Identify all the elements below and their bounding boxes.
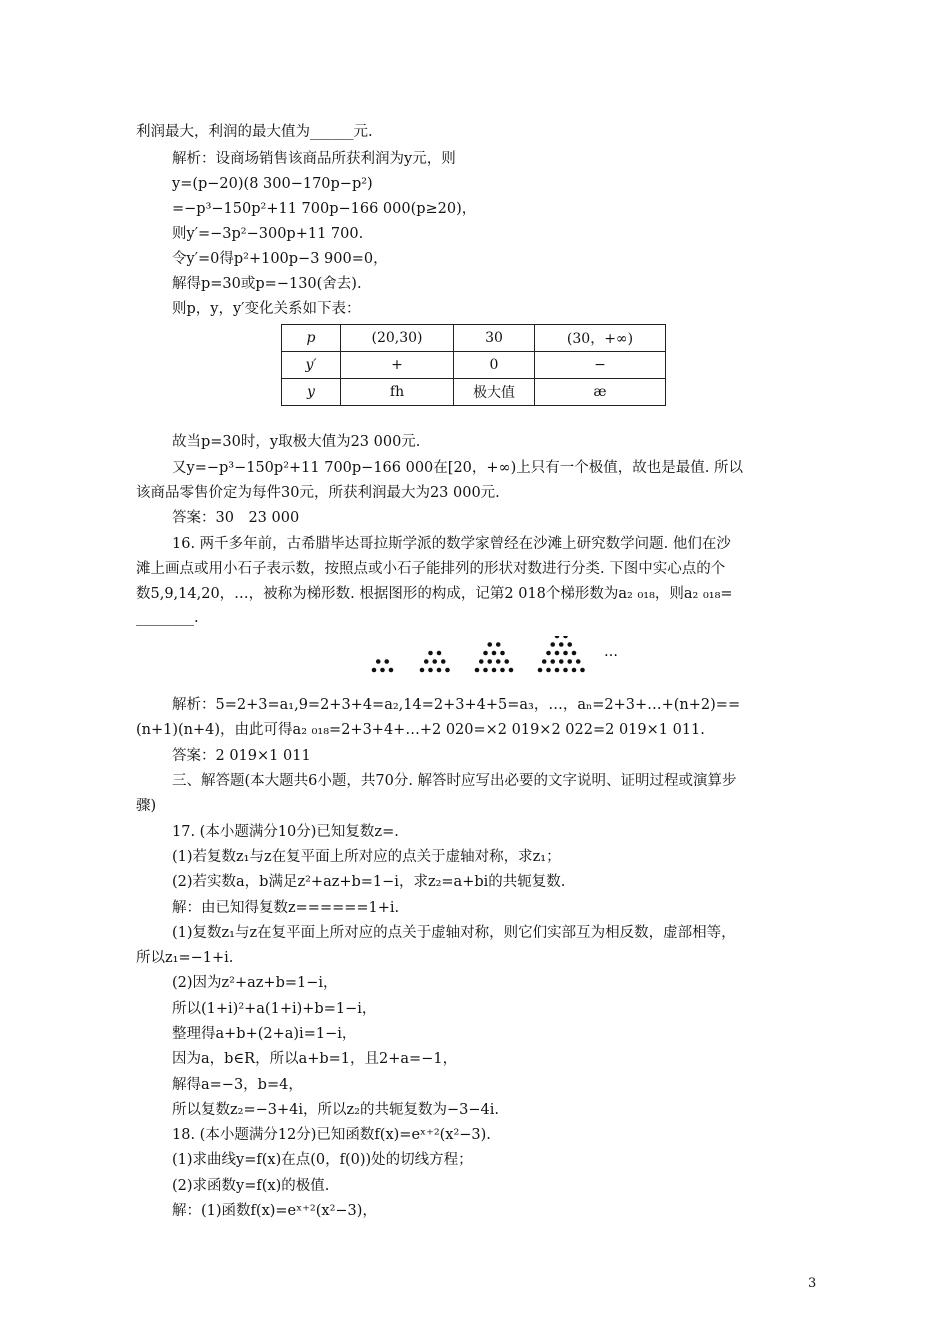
page-number: 3 [808,1276,817,1291]
dot-mark [496,659,501,664]
dot-mark [479,659,484,664]
dot-mark [483,668,488,673]
table-cell: (30，+∞) [535,325,666,352]
dot-mark [546,668,551,673]
dot-mark [445,668,450,673]
dot-mark [580,668,585,673]
table-cell: 30 [454,325,535,352]
table-row [282,379,666,406]
dot-patterns [372,636,585,672]
dot-mark [559,659,564,664]
text-line: =−p³−150p²+11 700p−166 000(p≥20)， [172,201,477,217]
dot-mark [550,659,555,664]
text-line: 三、解答题(本大题共6小题，共70分. 解答时应写出必要的文字说明、证明过程或演算步 [172,773,737,789]
dot-mark [483,651,488,656]
dot-mark [559,642,564,647]
dot-mark [576,659,581,664]
text-line: (1)若复数z₁与z在复平面上所对应的点关于虚轴对称，求z₁； [172,849,561,865]
dot-mark [475,668,480,673]
dot-mark [500,651,505,656]
dot-mark [492,651,497,656]
text-line: 因为a，b∈R，所以a+b=1，且2+a=−1， [172,1051,458,1067]
dot-mark [538,668,543,673]
table-cell: − [535,352,666,379]
text-line: (2)若实数a，b满足z²+az+b=1−i，求z₂=a+bi的共轭复数. [172,874,566,890]
table-cell: p [282,325,341,352]
dot-mark [437,651,442,656]
table-cell: (20,30) [341,325,454,352]
text-line: y=(p−20)(8 300−170p−p²) [172,176,373,192]
variation-table [281,324,666,406]
dot-mark [496,642,501,647]
table-cell: fh [341,379,454,406]
text-line: 答案：30 23 000 [172,510,300,526]
trapezoid-number-figure [360,636,660,676]
text-line: 数5,9,14,20，…，被称为梯形数. 根据图形的构成，记第2 018个梯形数为a₂ ₀₁₈，则a₂ ₀₁₈= [136,586,733,602]
dot-mark [428,668,433,673]
text-line: 16. 两千多年前，古希腊毕达哥拉斯学派的数学家曾经在沙滩上研究数学问题. 他们在沙 [172,536,731,552]
text-line: 所以复数z₂=−3+4i，所以z₂的共轭复数为−3−4i. [172,1102,499,1118]
dot-mark [509,668,514,673]
text-line: 17. (本小题满分10分)已知复数z=. [172,824,399,840]
text-line: 所以z₁=−1+i. [136,950,234,966]
text-line: 答案：2 019×1 011 [172,748,311,764]
dot-mark [487,642,492,647]
dot-mark [546,651,551,656]
text-line: 所以(1+i)²+a(1+i)+b=1−i， [172,1001,377,1017]
text-line: 则p，y，y′变化关系如下表： [172,301,361,317]
dot-mark [572,651,577,656]
dot-mark [437,668,442,673]
text-line: 解析：设商场销售该商品所获利润为y元，则 [172,151,456,167]
table-cell: 极大值 [454,379,535,406]
dot-mark [563,668,568,673]
dot-mark [555,651,560,656]
text-line: (1)复数z₁与z在复平面上所对应的点关于虚轴对称，则它们实部互为相反数，虚部相等， [172,925,736,941]
table-cell: y [282,379,341,406]
text-line: 骤) [136,798,157,814]
text-line: 整理得a+b+(2+a)i=1−i， [172,1026,357,1042]
dot-mark [487,659,492,664]
dot-mark [384,659,389,664]
dot-mark [424,659,429,664]
text-line: (2)因为z²+az+b=1−i， [172,975,338,991]
dot-mark [428,651,433,656]
text-line: 故当p=30时，y取极大值为23 000元. [172,434,421,450]
text-line: 滩上画点或用小石子表示数，按照点或小石子能排列的形状对数进行分类. 下图中实心点的个 [136,561,726,577]
dot-mark [420,668,425,673]
dot-mark [563,651,568,656]
text-line: 利润最大，利润的最大值为______元. [136,124,373,140]
dot-mark [500,668,505,673]
dot-mark [563,636,568,638]
text-line: 则y′=−3p²−300p+11 700. [172,226,364,242]
text-line: (n+1)(n+4)，由此可得a₂ ₀₁₈=2+3+4+…+2 020=×2 019×2 022=2 019×1 011. [136,722,705,738]
dot-mark [542,659,547,664]
text-line: (1)求曲线y=f(x)在点(0，f(0))处的切线方程； [172,1152,473,1168]
text-line: 该商品零售价定为每件30元，所获利润最大为23 000元. [136,485,500,501]
figure-ellipsis: … [604,644,618,660]
dot-mark [550,642,555,647]
table-cell: æ [535,379,666,406]
text-line: 18. (本小题满分12分)已知函数f(x)=eˣ⁺²(x²−3). [172,1127,491,1143]
text-line: 解得a=−3，b=4， [172,1077,303,1093]
table-cell: 0 [454,352,535,379]
dot-mark [555,668,560,673]
text-line: 解析：5=2+3=a₁,9=2+3+4=a₂,14=2+3+4+5=a₃，…，aₙ=2+3+…+(n+2)== [172,697,741,713]
dot-mark [389,668,394,673]
dot-mark [376,659,381,664]
text-line: 令y′=0得p²+100p−3 900=0， [172,251,388,267]
text-line: 解：(1)函数f(x)=eˣ⁺²(x²−3)， [172,1203,377,1219]
dot-mark [380,668,385,673]
dot-mark [504,659,509,664]
text-line: (2)求函数y=f(x)的极值. [172,1178,330,1194]
table-cell: y′ [282,352,341,379]
text-line: 解：由已知得复数z======1+i. [172,900,400,916]
dot-mark [572,668,577,673]
dot-mark [441,659,446,664]
dot-mark [555,636,560,638]
table-cell: + [341,352,454,379]
dot-mark [567,659,572,664]
dot-mark [432,659,437,664]
dot-mark [492,668,497,673]
dot-mark [567,642,572,647]
table-row [282,352,666,379]
table-row [282,325,666,352]
text-line: ________. [136,610,199,626]
text-line: 解得p=30或p=−130(舍去). [172,276,362,292]
dot-mark [372,668,377,673]
text-line: 又y=−p³−150p²+11 700p−166 000在[20，+∞)上只有一个极值，故也是最值. 所以 [172,460,743,476]
